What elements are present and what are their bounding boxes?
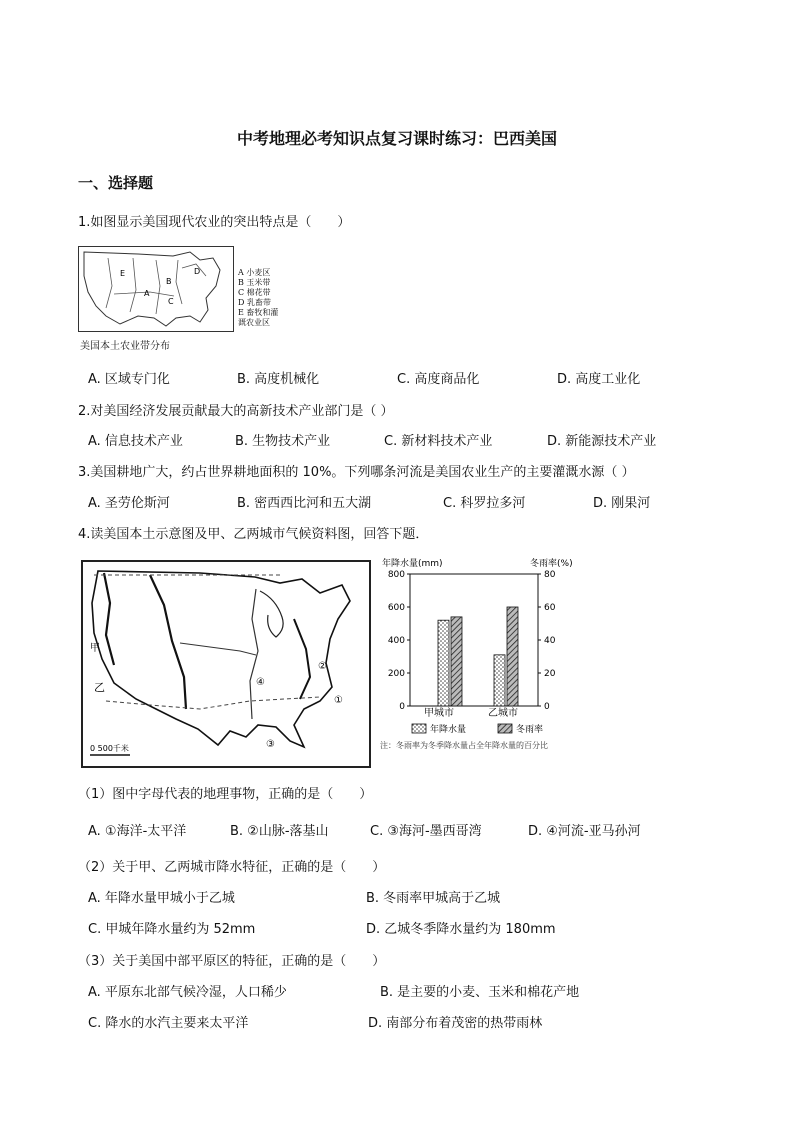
y-right-tick-label: 20 <box>544 669 556 679</box>
map-letter-c: C <box>168 297 174 306</box>
bar-winter-rate <box>451 617 462 706</box>
question-4-2: （2）关于甲、乙两城市降水特征，正确的是（ ） <box>78 860 386 875</box>
q4-1-option-b[interactable]: B. ②山脉-落基山 <box>230 824 329 839</box>
q4-3-option-b[interactable]: B. 是主要的小麦、玉米和棉花产地 <box>380 985 580 1000</box>
us-outline-map <box>80 559 372 769</box>
map-letter-b: B <box>166 277 172 286</box>
q4-2-option-b[interactable]: B. 冬雨率甲城高于乙城 <box>366 891 501 906</box>
q4-3-option-d[interactable]: D. 南部分布着茂密的热带雨林 <box>368 1016 543 1031</box>
climate-chart <box>380 556 590 774</box>
q4-2-option-c[interactable]: C. 甲城年降水量约为 52mm <box>88 922 256 937</box>
map-letter-e: E <box>120 269 126 278</box>
legend-swatch-rain <box>412 724 426 733</box>
category-label-yi: 乙城市 <box>488 708 518 719</box>
question-4-1: （1）图中字母代表的地理事物，正确的是（ ） <box>78 787 373 802</box>
map-scale: 0 500千米 <box>90 744 129 753</box>
q3-option-b[interactable]: B. 密西西比河和五大湖 <box>237 496 372 511</box>
map-letter-d: D <box>194 267 201 276</box>
question-4-3: （3）关于美国中部平原区的特征，正确的是（ ） <box>78 954 386 969</box>
y-left-tick-label: 0 <box>399 702 405 712</box>
y-left-tick-label: 400 <box>387 636 405 646</box>
plot-frame <box>410 574 538 706</box>
y-left-tick-label: 200 <box>387 669 405 679</box>
q3-option-a[interactable]: A. 圣劳伦斯河 <box>88 496 170 511</box>
q1-option-a[interactable]: A. 区域专门化 <box>88 372 170 387</box>
legend-rain: 年降水量 <box>430 725 467 735</box>
legend-item: E 畜牧和灌 <box>238 308 279 317</box>
question-1: 1.如图显示美国现代农业的突出特点是（ ） <box>78 215 351 230</box>
label-1: ① <box>334 695 343 706</box>
label-4: ④ <box>256 677 265 688</box>
bar-annual-rain <box>438 620 449 706</box>
y-right-tick-label: 80 <box>544 570 556 580</box>
category-label-jia: 甲城市 <box>424 708 454 719</box>
q4-1-option-d[interactable]: D. ④河流-亚马孙河 <box>528 824 641 839</box>
legend-item: 溉农业区 <box>238 318 270 327</box>
y-left-tick-label: 600 <box>387 603 405 613</box>
q4-3-option-a[interactable]: A. 平原东北部气候冷湿，人口稀少 <box>88 985 287 1000</box>
q4-2-option-d[interactable]: D. 乙城冬季降水量约为 180mm <box>366 922 556 937</box>
y-right-tick-label: 60 <box>544 603 556 613</box>
label-3: ③ <box>266 739 275 750</box>
q1-option-d[interactable]: D. 高度工业化 <box>557 372 641 387</box>
label-2: ② <box>318 661 327 672</box>
map-caption: 美国本土农业带分布 <box>80 341 170 352</box>
y-right-label: 冬雨率(%) <box>530 559 573 569</box>
label-jia: 甲 <box>90 643 100 654</box>
q4-3-option-c[interactable]: C. 降水的水汽主要来太平洋 <box>88 1016 249 1031</box>
q2-option-d[interactable]: D. 新能源技术产业 <box>547 434 657 449</box>
q4-1-option-a[interactable]: A. ①海洋-太平洋 <box>88 824 187 839</box>
q1-map <box>78 246 286 332</box>
question-3: 3.美国耕地广大，约占世界耕地面积的 10%。下列哪条河流是美国农业生产的主要灌溉水源（ ） <box>78 465 635 480</box>
legend-item: A 小麦区 <box>238 268 271 277</box>
section-heading: 一、选择题 <box>78 174 154 192</box>
q3-option-c[interactable]: C. 科罗拉多河 <box>443 496 526 511</box>
q1-option-b[interactable]: B. 高度机械化 <box>237 372 320 387</box>
q3-option-d[interactable]: D. 刚果河 <box>593 496 651 511</box>
y-left-tick-label: 800 <box>387 570 405 580</box>
map-legend <box>238 268 278 328</box>
legend-item: C 棉花带 <box>238 288 271 297</box>
legend-swatch-winter <box>498 724 512 733</box>
question-2: 2.对美国经济发展贡献最大的高新技术产业部门是（ ） <box>78 404 394 419</box>
bar-winter-rate <box>507 607 518 706</box>
legend-item: D 乳畜带 <box>238 298 271 307</box>
label-yi: 乙 <box>94 681 105 694</box>
bar-annual-rain <box>494 655 505 706</box>
y-right-tick-label: 0 <box>544 702 550 712</box>
chart-note: 注：冬雨率为冬季降水量占全年降水量的百分比 <box>380 741 548 750</box>
map-letter-a: A <box>144 289 150 298</box>
legend-winter: 冬雨率 <box>516 725 544 735</box>
legend-item: B 玉米带 <box>238 278 271 287</box>
q4-us-map <box>80 559 372 769</box>
q2-option-b[interactable]: B. 生物技术产业 <box>235 434 331 449</box>
q2-option-c[interactable]: C. 新材料技术产业 <box>384 434 493 449</box>
q1-option-c[interactable]: C. 高度商品化 <box>397 372 480 387</box>
page-title: 中考地理必考知识点复习课时练习：巴西美国 <box>236 129 557 148</box>
climate-chart-svg <box>380 556 590 774</box>
q4-2-option-a[interactable]: A. 年降水量甲城小于乙城 <box>88 891 235 906</box>
question-4: 4.读美国本土示意图及甲、乙两城市气候资料图，回答下题． <box>78 527 429 542</box>
q2-option-a[interactable]: A. 信息技术产业 <box>88 434 183 449</box>
q4-1-option-c[interactable]: C. ③海河-墨西哥湾 <box>370 824 482 839</box>
y-right-tick-label: 40 <box>544 636 556 646</box>
y-left-label: 年降水量(mm) <box>382 559 443 569</box>
